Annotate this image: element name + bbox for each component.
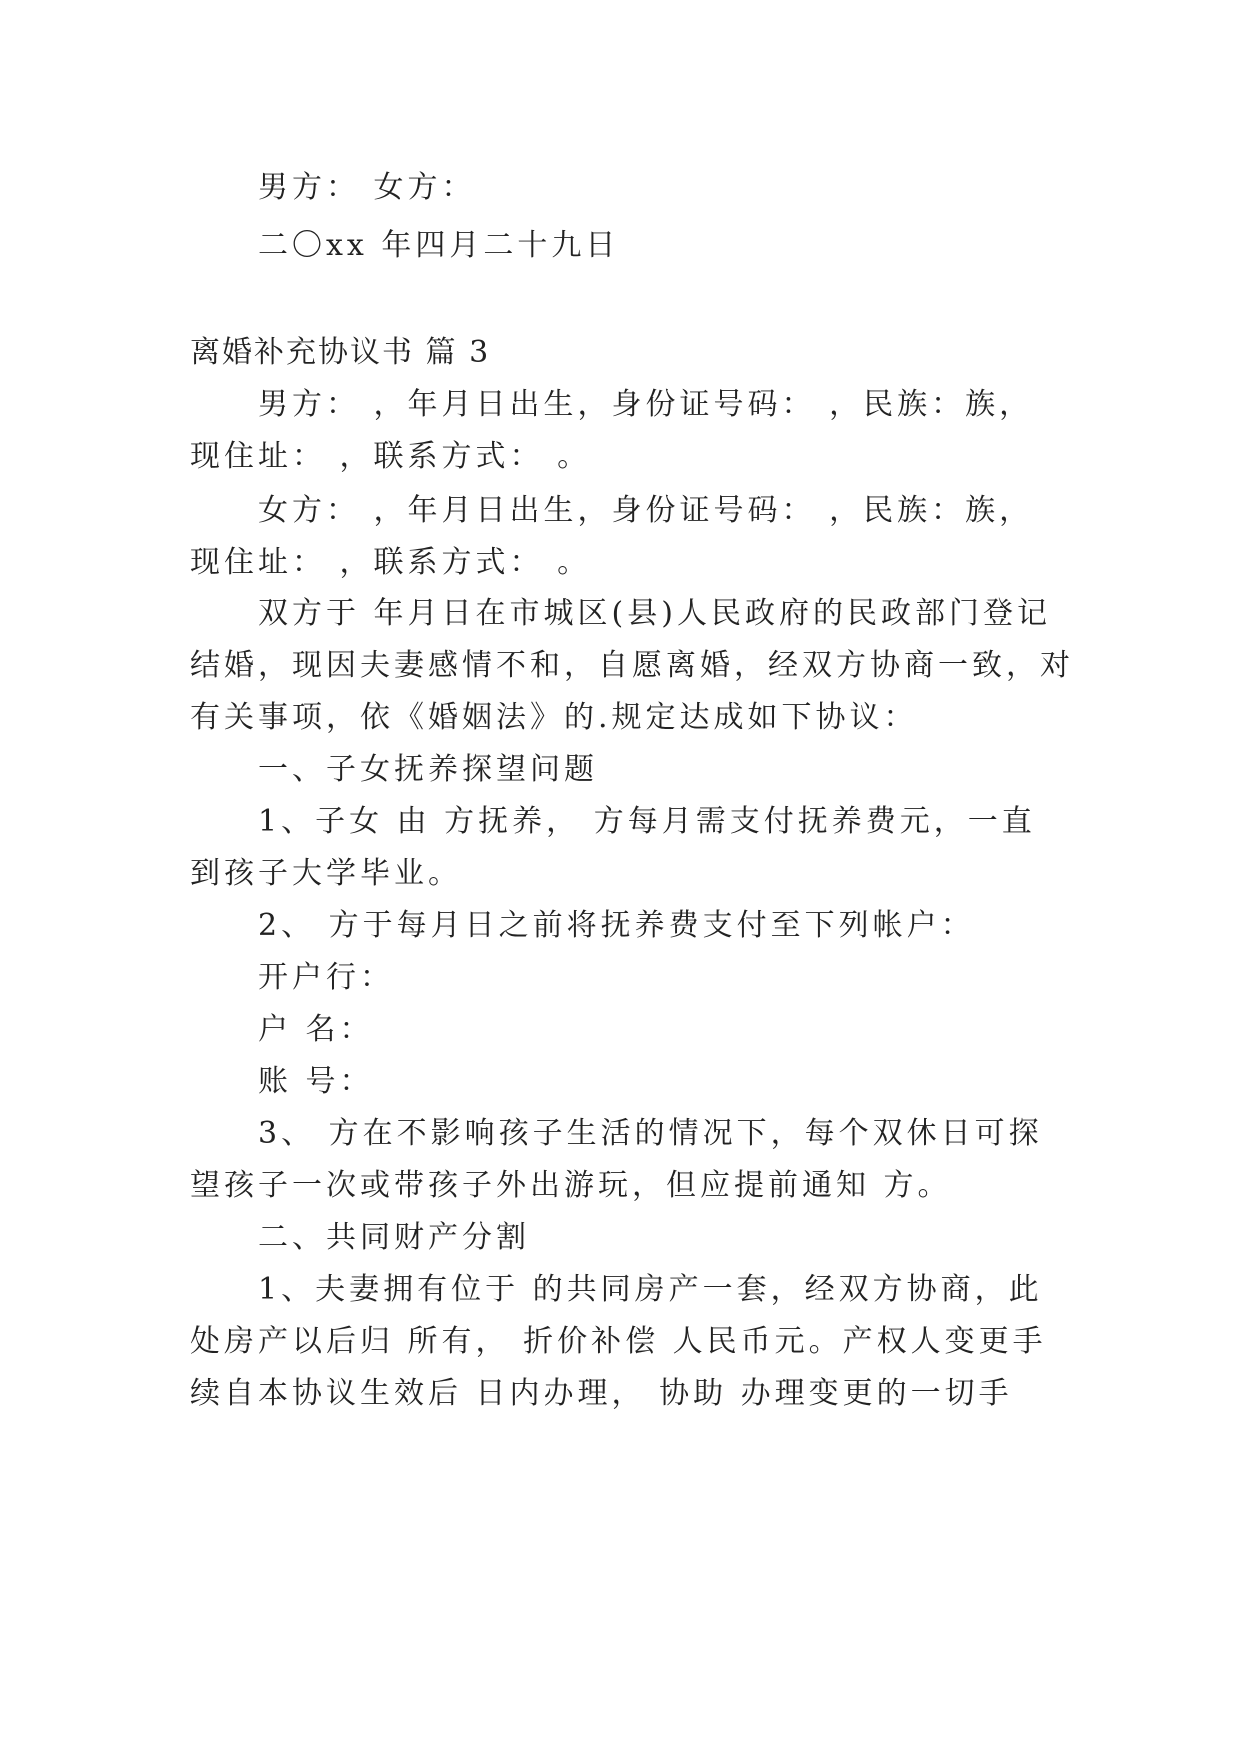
paragraph-line: 2、 方于每月日之前将抚养费支付至下列帐户：	[258, 908, 975, 943]
signature-line: 男方： 女方：	[258, 170, 476, 205]
section-title: 离婚补充协议书 篇 3	[190, 335, 491, 370]
paragraph-line: 1、夫妻拥有位于 的共同房产一套，经双方协商，此	[258, 1272, 1043, 1307]
paragraph-line: 望孩子一次或带孩子外出游玩，但应提前通知 方。	[190, 1168, 952, 1203]
subsection-heading: 二、共同财产分割	[258, 1220, 530, 1255]
paragraph-line: 双方于 年月日在市城区(县)人民政府的民政部门登记	[258, 596, 1051, 631]
paragraph-line: 女方： ，年月日出生，身份证号码： ，民族：族，	[258, 493, 1034, 528]
paragraph-line: 3、 方在不影响孩子生活的情况下，每个双休日可探	[258, 1116, 1043, 1151]
bank-field: 开户行：	[258, 960, 394, 995]
subsection-heading: 一、子女抚养探望问题	[258, 752, 598, 787]
account-name-field: 户 名：	[258, 1012, 374, 1047]
paragraph-line: 1、子女 由 方抚养， 方每月需支付抚养费元，一直	[258, 804, 1036, 839]
paragraph-line: 续自本协议生效后 日内办理， 协助 办理变更的一切手	[190, 1376, 1013, 1411]
date-line: 二〇xx 年四月二十九日	[258, 228, 620, 263]
account-number-field: 账 号：	[258, 1064, 374, 1099]
paragraph-line: 处房产以后归 所有， 折价补偿 人民币元。产权人变更手	[190, 1324, 1047, 1359]
paragraph-line: 结婚，现因夫妻感情不和，自愿离婚，经双方协商一致，对	[190, 648, 1074, 683]
paragraph-line: 现住址： ，联系方式： 。	[190, 439, 592, 474]
paragraph-line: 现住址： ，联系方式： 。	[190, 545, 592, 580]
paragraph-line: 到孩子大学毕业。	[190, 856, 462, 891]
paragraph-line: 有关事项，依《婚姻法》的.规定达成如下协议：	[190, 700, 918, 735]
paragraph-line: 男方： ，年月日出生，身份证号码： ，民族：族，	[258, 387, 1034, 422]
